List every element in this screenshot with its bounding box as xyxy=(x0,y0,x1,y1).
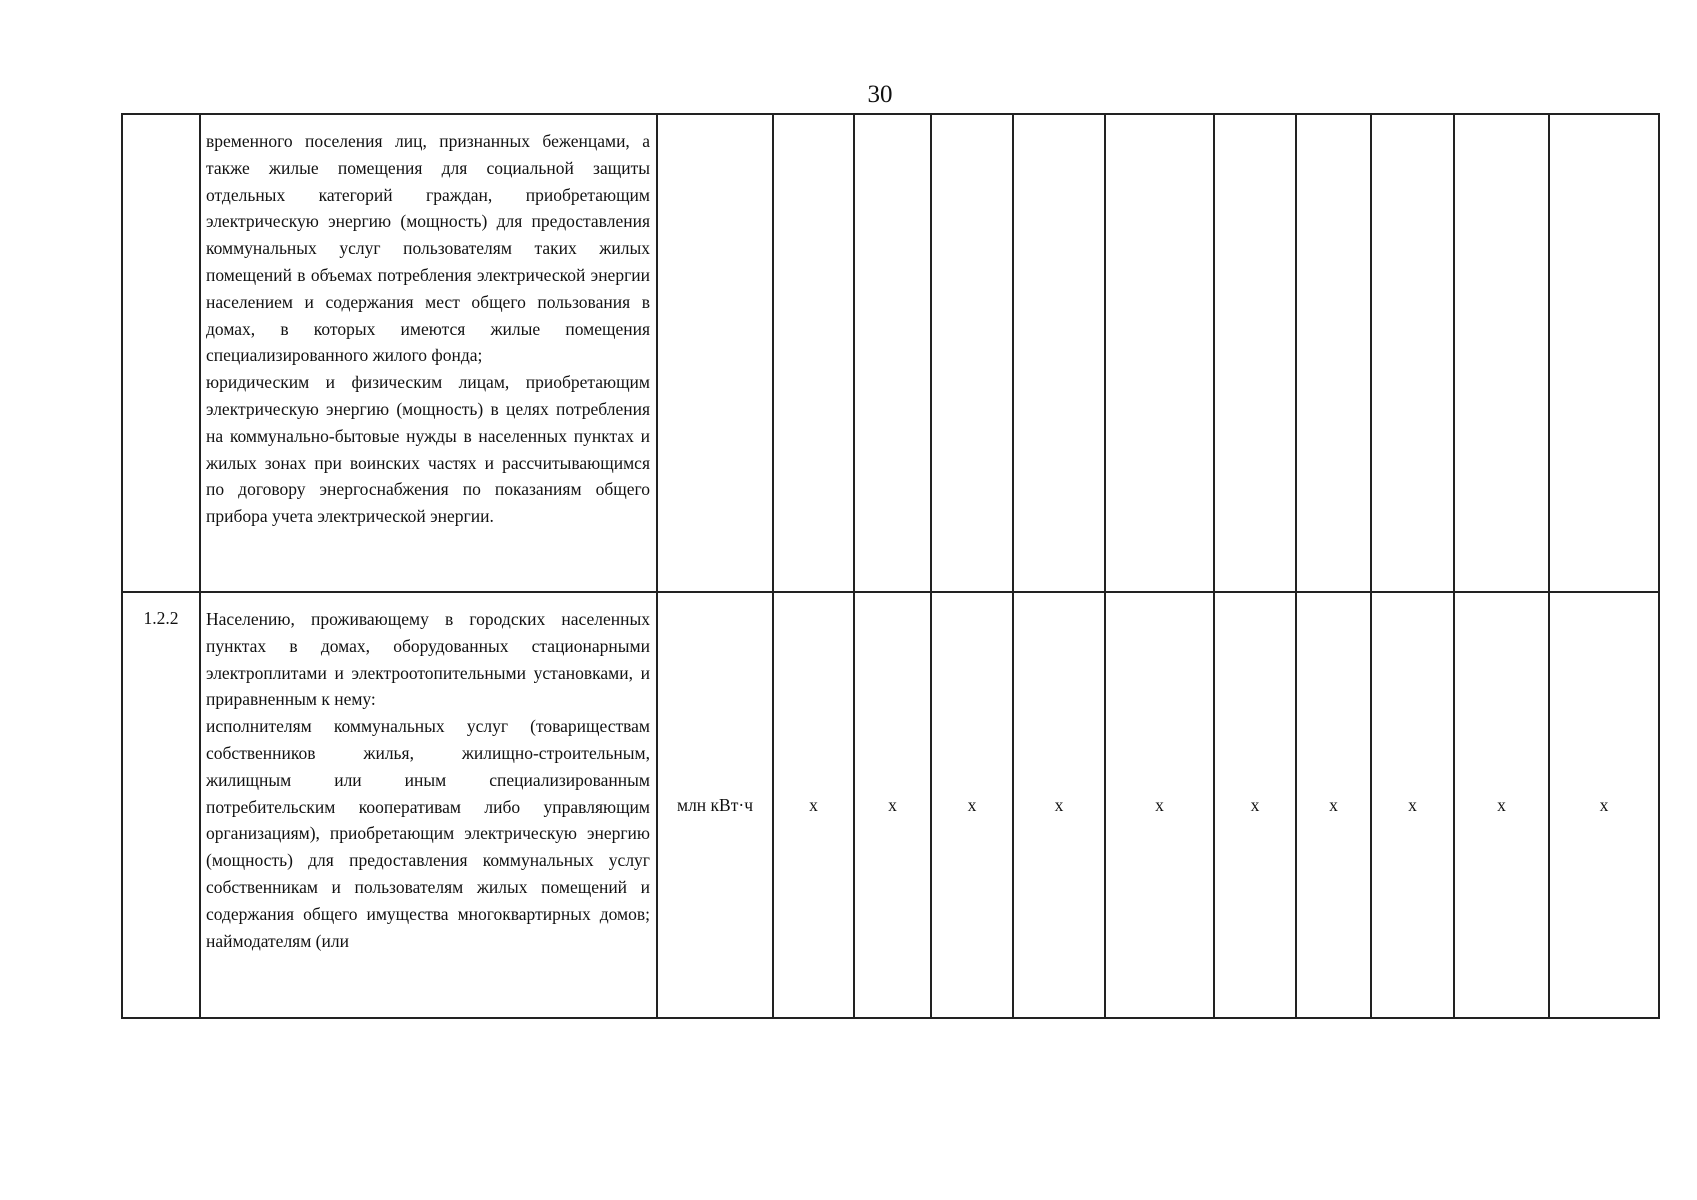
row-description-cell xyxy=(200,592,657,1018)
value-cell: х xyxy=(1549,592,1659,1018)
description-paragraph: юридическим и физическим лицам, приобретающим электрическую энергию (мощность) в целях потребления на коммунально-бытовые нужды в населенных пунктах и жилых зонах при воинских частях и рассчитывающимся по договору энергоснабжения по показаниям общего прибора учета электрической энергии. xyxy=(206,372,650,527)
row-number-cell: 1.2.2 xyxy=(122,592,200,1018)
table-row xyxy=(122,114,1659,592)
row-description-cell xyxy=(200,114,657,592)
page-number: 30 xyxy=(867,81,893,108)
table-row xyxy=(122,592,1659,1018)
value-cell xyxy=(931,114,1013,592)
value-cell: х xyxy=(1105,592,1214,1018)
value-cell: х xyxy=(773,592,854,1018)
value-cell: х xyxy=(931,592,1013,1018)
value-cell xyxy=(1371,114,1454,592)
value-cell xyxy=(854,114,931,592)
row-number-cell xyxy=(122,114,200,592)
description-paragraph: временного поселения лиц, признанных беженцами, а также жилые помещения для социальной защиты отдельных категорий граждан, приобретающим электрическую энергию (мощность) для предоставления коммунальных услуг пользователям таких жилых помещений в объемах потребления электрической энергии населением и содержания мест общего пользования в домах, в которых имеются жилые помещения специализированного жилого фонда; xyxy=(206,131,650,366)
unit-cell xyxy=(657,114,773,592)
value-cell xyxy=(1105,114,1214,592)
value-cell: х xyxy=(1214,592,1296,1018)
value-cell xyxy=(1214,114,1296,592)
description-paragraph: исполнителям коммунальных услуг (товариществам собственников жилья, жилищно-строительным, жилищным или иным специализированным потребительским кооперативам либо управляющим организациям), приобретающим электрическую энергию (мощность) для предоставления коммунальных услуг собственникам и пользователям жилых помещений и содержания общего имущества многоквартирных домов; наймодателям (или xyxy=(206,716,650,951)
value-cell: х xyxy=(1296,592,1371,1018)
value-cell xyxy=(1549,114,1659,592)
value-cell: х xyxy=(1371,592,1454,1018)
value-cell: х xyxy=(1013,592,1105,1018)
value-cell: х xyxy=(854,592,931,1018)
tariff-table xyxy=(121,113,1660,1019)
description-paragraph: Населению, проживающему в городских населенных пунктах в домах, оборудованных стационарными электроплитами и электроотопительными установками, и приравненным к нему: xyxy=(206,609,650,710)
value-cell xyxy=(1296,114,1371,592)
value-cell xyxy=(773,114,854,592)
unit-cell: млн кВт·ч xyxy=(657,592,773,1018)
value-cell xyxy=(1454,114,1549,592)
value-cell xyxy=(1013,114,1105,592)
value-cell: х xyxy=(1454,592,1549,1018)
